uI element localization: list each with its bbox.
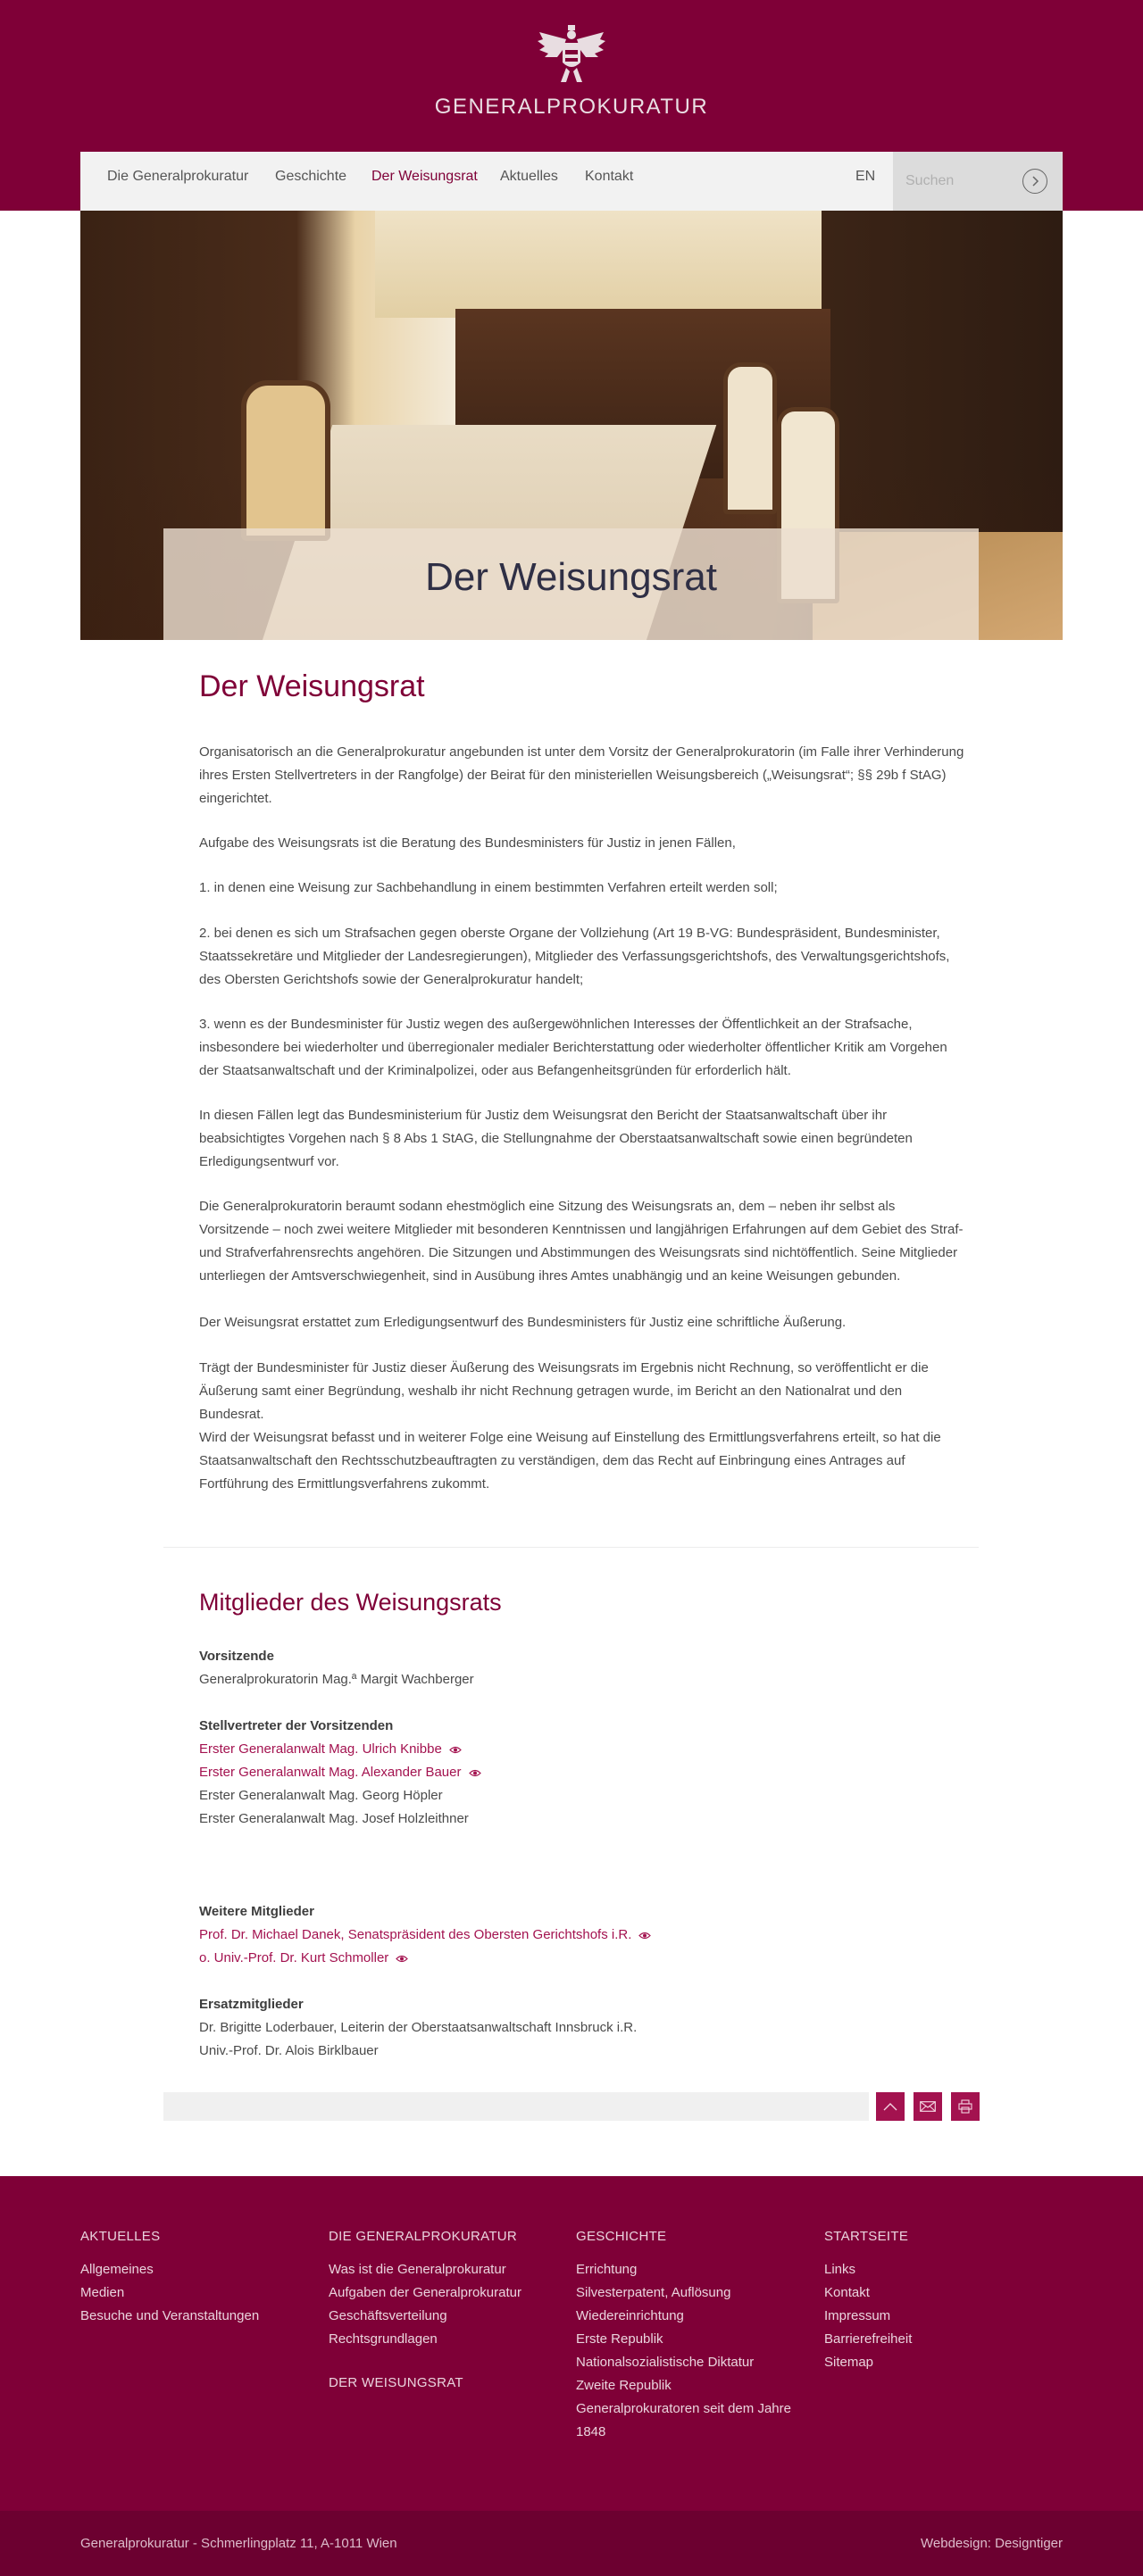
footer-link[interactable]: Kontakt [824, 2285, 870, 2300]
member-name[interactable]: Erster Generalanwalt Mag. Ulrich Knibbe [199, 1741, 442, 1757]
footer-link[interactable]: Zweite Republik [576, 2378, 672, 2393]
member-name[interactable]: Prof. Dr. Michael Danek, Senatspräsident des Obersten Gerichtshofs i.R. [199, 1927, 632, 1942]
member-item: Univ.-Prof. Dr. Alois Birklbauer [199, 2043, 379, 2058]
member-item: Dr. Brigitte Loderbauer, Leiterin der Oberstaatsanwaltschaft Innsbruck i.R. [199, 2020, 638, 2035]
member-name[interactable]: o. Univ.-Prof. Dr. Kurt Schmoller [199, 1950, 389, 1965]
footer-link[interactable]: Nationalsozialistische Diktatur [576, 2355, 755, 2370]
member-item: Generalprokuratorin Mag.ª Margit Wachberger [199, 1672, 474, 1687]
eye-icon [469, 1769, 481, 1777]
footer-link[interactable]: Was ist die Generalprokuratur [329, 2262, 506, 2277]
language-switch[interactable]: EN [855, 169, 876, 184]
mail-icon [920, 2101, 936, 2112]
scroll-top-button[interactable] [876, 2092, 905, 2121]
paragraph: In diesen Fällen legt das Bundesministerium für Justiz dem Weisungsrat den Bericht der Staatsanwaltschaft über ihr beabsichtigtes Vorgehen nach § 8 Abs 1 StAG, die Stellungnahme der Oberstaatsanwaltschaft sowie einen begründeten Erledigungsentwurf vor. [199, 1108, 913, 1169]
footer-heading[interactable]: DIE GENERALPROKURATUR [329, 2229, 518, 2244]
nav-item-die-generalprokuratur[interactable]: Die Generalprokuratur [107, 169, 249, 184]
group-title: Ersatzmitglieder [199, 1997, 304, 2012]
footer-address: Generalprokuratur - Schmerlingplatz 11, A-1011 Wien [80, 2536, 397, 2551]
search-submit-button[interactable] [1022, 169, 1047, 194]
footer-column-geschichte [576, 2228, 817, 2444]
group-title: Vorsitzende [199, 1649, 274, 1664]
footer-column-aktuelles [80, 2228, 259, 2328]
austrian-eagle-icon[interactable] [536, 23, 607, 87]
nav-item-geschichte[interactable]: Geschichte [275, 169, 347, 184]
paragraph: Organisatorisch an die Generalprokuratur angebunden ist unter dem Vorsitz der Generalprokuratorin (im Falle ihrer Verhinderung ihres Ersten Stellvertreters in der Rangfolge) der Beirat für den ministeriellen Weisungsbereich („Weisungsrat“; §§ 29b f StAG) eingerichtet. [199, 744, 964, 806]
paragraph: 3. wenn es der Bundesminister für Justiz wegen des außergewöhnlichen Interesses der Öffentlichkeit an der Strafsache, insbesondere bei wiederholter und überregionaler medialer Berichterstattung oder wiederholter öffentlicher Kritik am Vorgehen der Staatsanwaltschaft und der Kriminalpolizei, oder aus Befangenheitsgründen für erforderlich hält. [199, 1017, 947, 1078]
member-group-stellvertreter [199, 1715, 967, 1831]
main-content [199, 669, 967, 1492]
nav-item-aktuelles[interactable]: Aktuelles [500, 169, 558, 184]
nav-item-der-weisungsrat[interactable]: Der Weisungsrat [371, 169, 478, 184]
footer-link[interactable]: Wiedereinrichtung [576, 2308, 684, 2323]
paragraph: 2. bei denen es sich um Strafsachen gegen oberste Organe der Vollziehung (Art 19 B-VG: Bundespräsident, Bundesminister, Staatssekretäre und Mitglieder der Landesregierungen), Mitglieder des Verfassungsgerichtshofs, des Verwaltungsgerichtshofs, des Obersten Gerichtshofs sowie der Generalprokuratur handelt; [199, 926, 950, 987]
footer-link[interactable]: Erste Republik [576, 2331, 663, 2347]
member-link[interactable] [199, 1947, 967, 1970]
paragraph: Die Generalprokuratorin beraumt sodann ehestmöglich eine Sitzung des Weisungsrats an, dem – neben ihr selbst als Vorsitzende – noch zwei weitere Mitglieder mit besonderen Kenntnissen und langjährigen Erfahrungen auf dem Gebiet des Straf- und Strafverfahrensrechts angehören. Die Sitzungen und Abstimmungen des Weisungsrats sind nichtöffentlich. Seine Mitglieder unterliegen der Amtsverschwiegenheit, sind in Ausübung ihres Amtes unabhängig und an keine Weisungen gebunden. [199, 1199, 964, 1284]
eye-icon [449, 1746, 462, 1754]
member-item: Erster Generalanwalt Mag. Georg Höpler [199, 1788, 443, 1803]
nav-item-kontakt[interactable]: Kontakt [585, 169, 634, 184]
webdesign-credit-link[interactable]: Webdesign: Designtiger [921, 2536, 1063, 2551]
page-title: Der Weisungsrat [199, 669, 425, 703]
footer-link[interactable]: Geschäftsverteilung [329, 2308, 447, 2323]
footer-bottom-bar [0, 2511, 1143, 2576]
main-nav [80, 152, 1063, 211]
site-brand[interactable]: GENERALPROKURATUR [434, 95, 709, 119]
member-link[interactable] [199, 1761, 967, 1784]
member-link[interactable] [199, 1738, 967, 1761]
print-button[interactable] [951, 2092, 980, 2121]
footer-link[interactable]: Generalprokuratoren seit dem Jahre 1848 [576, 2401, 791, 2439]
eye-icon [396, 1955, 408, 1963]
footer-link[interactable]: Impressum [824, 2308, 891, 2323]
hero-title-banner [163, 528, 979, 640]
eye-icon [638, 1932, 651, 1940]
footer-heading[interactable]: DER WEISUNGSRAT [329, 2375, 463, 2390]
footer-heading[interactable]: GESCHICHTE [576, 2229, 667, 2244]
print-icon [958, 2099, 972, 2114]
footer-link[interactable]: Links [824, 2262, 856, 2277]
group-title: Weitere Mitglieder [199, 1904, 314, 1919]
page-toolbar [163, 2092, 869, 2121]
member-name[interactable]: Erster Generalanwalt Mag. Alexander Bauer [199, 1765, 462, 1780]
footer-heading[interactable]: STARTSEITE [824, 2229, 909, 2244]
email-button[interactable] [914, 2092, 942, 2121]
footer-column-startseite [824, 2228, 912, 2374]
footer-link[interactable]: Besuche und Veranstaltungen [80, 2308, 260, 2323]
footer-link[interactable]: Aufgaben der Generalprokuratur [329, 2285, 521, 2300]
footer-column-generalprokuratur [329, 2228, 521, 2405]
hero-title: Der Weisungsrat [425, 555, 717, 599]
group-title: Stellvertreter der Vorsitzenden [199, 1718, 394, 1733]
paragraph: Der Weisungsrat erstattet zum Erledigungsentwurf des Bundesministers für Justiz eine schriftliche Äußerung. [199, 1315, 847, 1330]
footer-link[interactable]: Barrierefreiheit [824, 2331, 913, 2347]
site-footer [0, 2176, 1143, 2511]
footer-link[interactable]: Sitemap [824, 2355, 874, 2370]
member-item: Erster Generalanwalt Mag. Josef Holzleithner [199, 1811, 469, 1826]
footer-link[interactable]: Allgemeines [80, 2262, 154, 2277]
paragraph: Wird der Weisungsrat befasst und in weiterer Folge eine Weisung auf Einstellung des Ermittlungsverfahrens erteilt, so hat die Staatsanwaltschaft den Rechtsschutzbeauftragten zu verständigen, dem das Recht auf Einbringung eines Antrages auf Fortführung des Ermittlungsverfahrens zukommt. [199, 1430, 941, 1492]
member-group-weitere [199, 1900, 967, 1970]
footer-link[interactable]: Errichtung [576, 2262, 638, 2277]
section-divider [163, 1547, 979, 1548]
members-section [199, 1589, 967, 2058]
member-link[interactable] [199, 1924, 967, 1947]
chevron-right-icon [1030, 176, 1039, 187]
chevron-up-icon [883, 2102, 897, 2111]
search-box [893, 152, 1063, 211]
hero-image [80, 211, 1063, 640]
footer-link[interactable]: Rechtsgrundlagen [329, 2331, 438, 2347]
paragraph: Trägt der Bundesminister für Justiz dieser Äußerung des Weisungsrats im Ergebnis nicht Rechnung, so veröffentlicht er die Äußerung samt einer Begründung, weshalb ihr nicht Rechnung getragen wurde, im Bericht an den Nationalrat und den Bundesrat. [199, 1360, 929, 1422]
member-group-vorsitzende [199, 1645, 967, 1691]
paragraph: 1. in denen eine Weisung zur Sachbehandlung in einem bestimmten Verfahren erteilt werden soll; [199, 880, 778, 895]
search-input[interactable] [905, 170, 1013, 193]
footer-heading[interactable]: AKTUELLES [80, 2229, 161, 2244]
member-group-ersatz [199, 1993, 967, 2063]
footer-link[interactable]: Medien [80, 2285, 125, 2300]
members-title: Mitglieder des Weisungsrats [199, 1589, 502, 1616]
paragraph: Aufgabe des Weisungsrats ist die Beratung des Bundesministers für Justiz in jenen Fällen, [199, 835, 736, 851]
footer-link[interactable]: Silvesterpatent, Auflösung [576, 2285, 731, 2300]
